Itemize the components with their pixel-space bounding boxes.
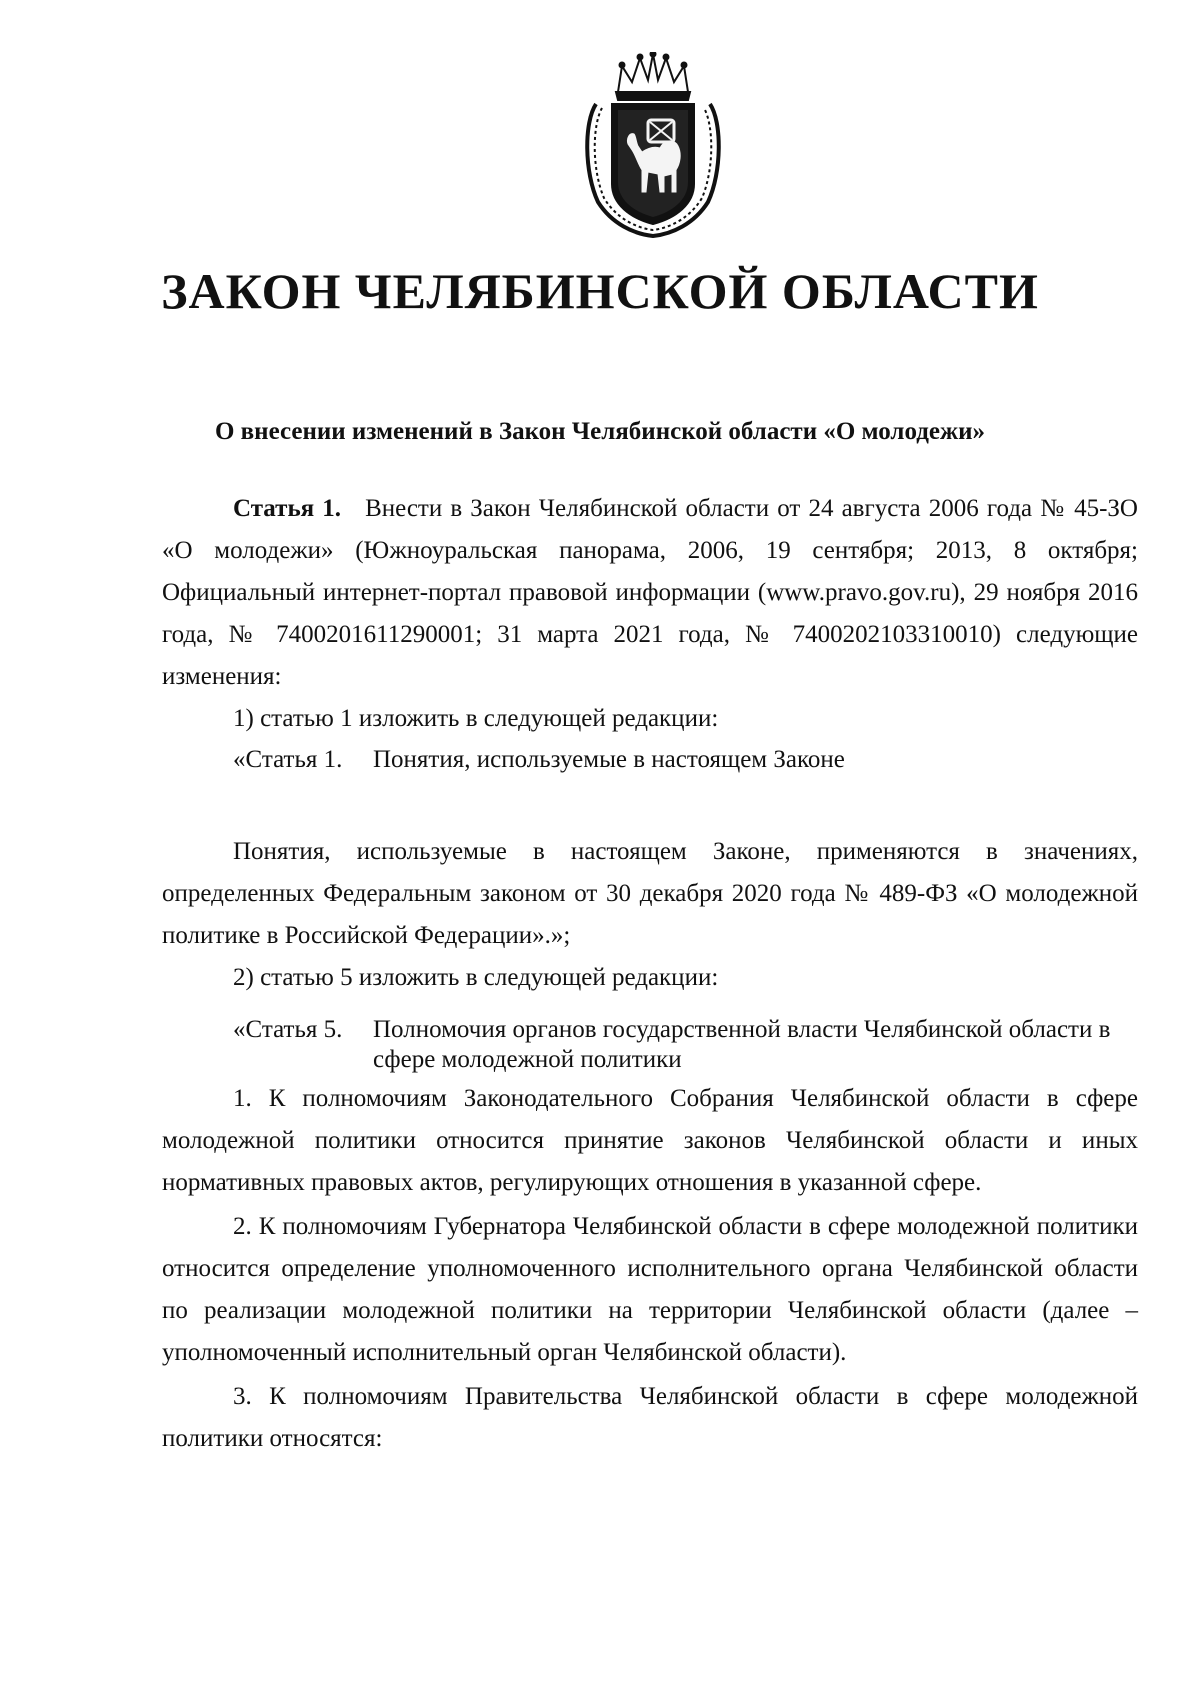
document-subject: О внесении изменений в Закон Челябинской области «О молодежи» [214,418,986,445]
new-article-5-number: «Статья 5. [233,1016,343,1043]
paragraph-2: 2. К полномочиям Губернатора Челябинской области в сфере молодежной политики относится определение уполномоченного исполнительного органа Челябинской области по реализации молодежной политики на территории Челябинской области (далее – уполномоченный исполнительный орган Челябинской области). [162,1213,1138,1366]
article-1-paragraph [162,488,1138,698]
coat-of-arms-emblem [578,52,728,238]
paragraph-1: 1. К полномочиям Законодательного Собрания Челябинской области в сфере молодежной политики относится принятие законов Челябинской области и иных нормативных правовых актов, регулирующих отношения в указанной сфере. [162,1085,1138,1196]
paragraph-3: 3. К полномочиям Правительства Челябинской области в сфере молодежной политики относятся: [162,1383,1138,1452]
article-1-label: Статья 1. [233,495,342,522]
amendment-item-1: 1) статью 1 изложить в следующей редакции: [233,705,719,732]
new-article-1-name: Понятия, используемые в настоящем Законе [373,746,845,773]
concepts-paragraph: Понятия, используемые в настоящем Законе, применяются в значениях, определенных Федеральным законом от 30 декабря 2020 года № 489-ФЗ «О молодежной политике в Российской Федерации».»; [162,838,1138,949]
new-article-1-number: «Статья 1. [233,746,343,773]
new-article-5-name: Полномочия органов государственной власти Челябинской области в сфере молодежной политики [373,1016,1111,1073]
crown-icon [616,52,690,100]
amendment-item-2: 2) статью 5 изложить в следующей редакции: [233,964,719,991]
document-title: ЗАКОН ЧЕЛЯБИНСКОЙ ОБЛАСТИ [161,263,1039,319]
article-1-text: Внести в Закон Челябинской области от 24 августа 2006 года № 45-ЗО «О молодежи» (Южноуральская панорама, 2006, 19 сентября; 2013, 8 октября; Официальный интернет-портал правовой информации (www.pravo.gov.ru), 29 ноября 2016 года, № 7400201611290001; 31 марта 2021 года, № 7400202103310010) следующие изменения: [162,495,1138,690]
